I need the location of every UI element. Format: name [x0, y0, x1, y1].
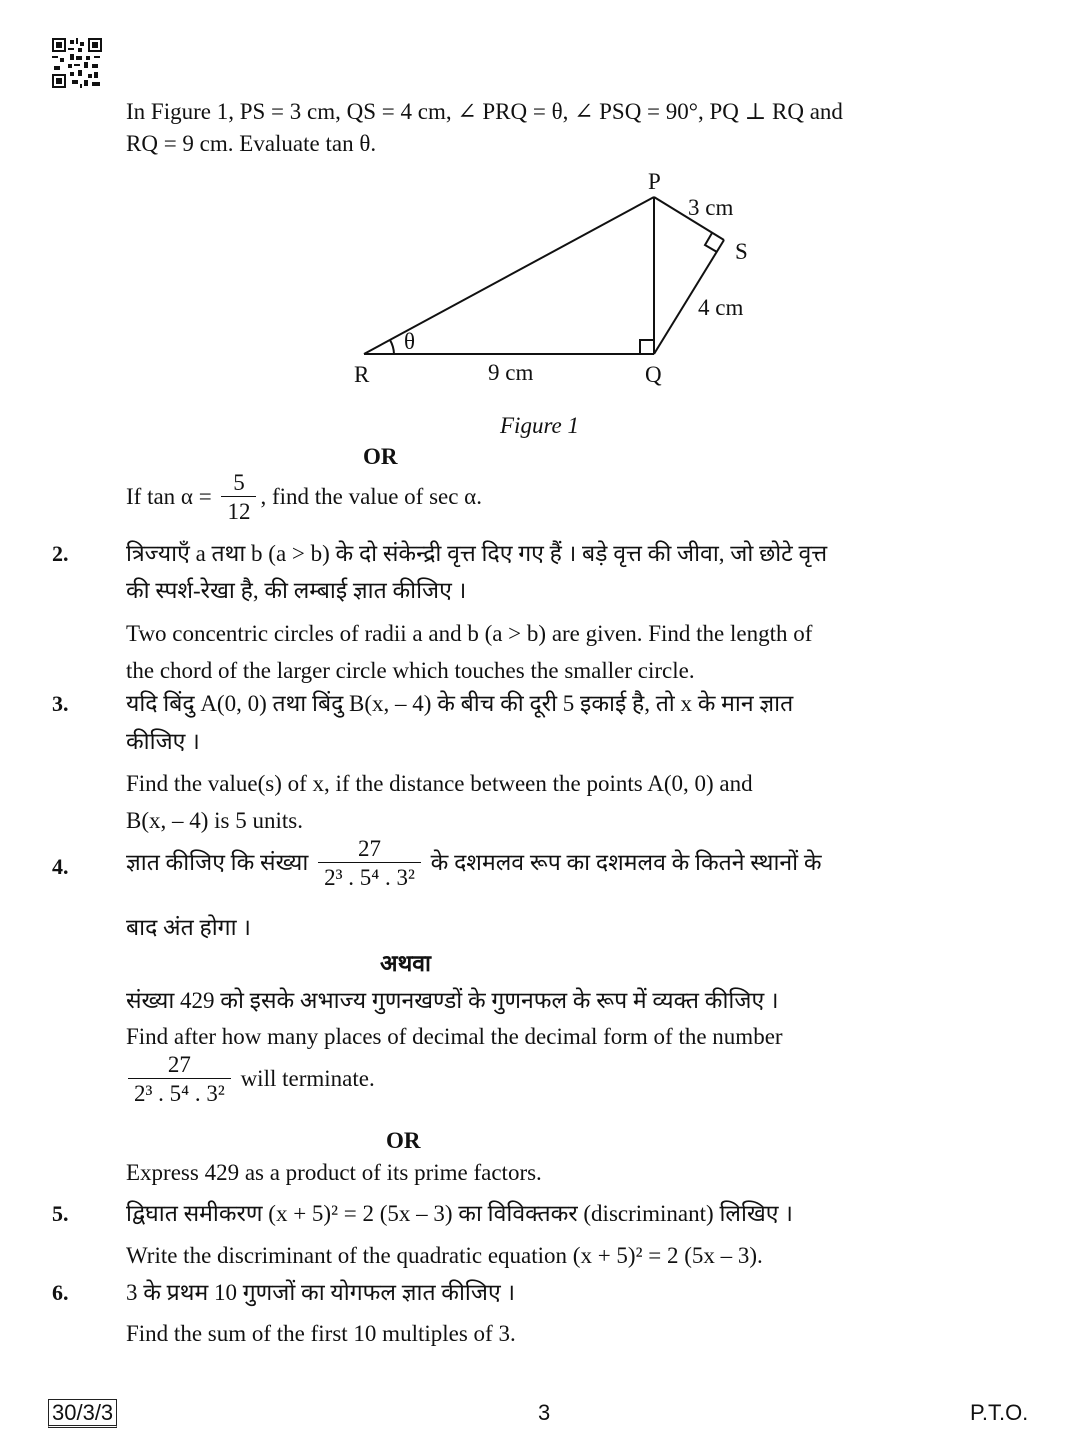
- q6-hindi-line: 3 के प्रथम 10 गुणजों का योगफल ज्ञात कीजिए ।: [126, 1280, 516, 1305]
- question-number-6: 6.: [52, 1280, 69, 1305]
- q3-english-line-1: Find the value(s) of x, if the distance between the points A(0, 0) and: [126, 771, 753, 796]
- q5-english-line: Write the discriminant of the quadratic equation (x + 5)² = 2 (5x – 3).: [126, 1243, 763, 1268]
- or-separator-2: OR: [386, 1128, 421, 1153]
- label-q: Q: [645, 362, 662, 387]
- right-angle-q: [640, 340, 654, 354]
- label-theta: θ: [404, 329, 416, 354]
- q2-english-line-1: Two concentric circles of radii a and b (a > b) are given. Find the length of: [126, 621, 813, 646]
- fraction-27-over-powers: [318, 836, 421, 893]
- paper-code: 30/3/3: [48, 1399, 117, 1428]
- q4-hindi-alternative: संख्या 429 को इसके अभाज्य गुणनखण्डों के गुणनफल के रूप में व्यक्त कीजिए ।: [126, 988, 779, 1013]
- label-s: S: [735, 239, 748, 264]
- tan-alt-question: [126, 470, 482, 527]
- q4-hindi-prefix: ज्ञात कीजिए कि संख्या: [126, 849, 309, 875]
- fraction-numerator: 27: [128, 1052, 231, 1079]
- pto-label: P.T.O.: [970, 1400, 1029, 1425]
- fraction-denominator: 2³ . 5⁴ . 3²: [134, 1081, 225, 1106]
- q3-hindi-line-1: यदि बिंदु A(0, 0) तथा बिंदु B(x, – 4) के बीच की दूरी 5 इकाई है, तो x के मान ज्ञात: [126, 691, 794, 716]
- q2-hindi-line-2: की स्पर्श-रेखा है, की लम्बाई ज्ञात कीजिए ।: [126, 578, 467, 603]
- q3-hindi-line-2: कीजिए ।: [126, 729, 200, 754]
- q4-english-suffix: will terminate.: [240, 1065, 375, 1091]
- tan-alt-prefix: If tan α =: [126, 483, 212, 509]
- athva-separator: अथवा: [380, 951, 432, 976]
- q4-hindi-line-2: बाद अंत होगा ।: [126, 915, 252, 940]
- label-r: R: [354, 362, 370, 387]
- q4-hindi-suffix: के दशमलव रूप का दशमलव के कितने स्थानों के: [430, 849, 822, 875]
- fraction-numerator: 5: [221, 470, 256, 497]
- q4-english-line-1: Find after how many places of decimal the decimal form of the number: [126, 1024, 783, 1049]
- tan-alt-suffix: , find the value of sec α.: [260, 483, 482, 509]
- q2-english-line-2: the chord of the larger circle which touches the smaller circle.: [126, 658, 695, 683]
- or-separator-1: OR: [363, 444, 398, 469]
- label-p: P: [648, 169, 661, 194]
- q4-hindi-line-1: [126, 836, 822, 893]
- q2-hindi-line-1: त्रिज्याएँ a तथा b (a > b) के दो संकेन्द्री वृत्त दिए गए हैं । बड़े वृत्त की जीवा, जो छोटे वृत्त: [126, 541, 828, 566]
- fraction-numerator: 27: [318, 836, 421, 863]
- right-angle-s: [705, 233, 717, 252]
- label-rq-length: 9 cm: [488, 360, 534, 385]
- q4-english-line-2: [124, 1052, 375, 1109]
- question-number-2: 2.: [52, 541, 69, 566]
- fraction-5-12: [221, 470, 256, 527]
- q5-hindi-line: द्विघात समीकरण (x + 5)² = 2 (5x – 3) का विविक्तकर (discriminant) लिखिए ।: [126, 1201, 793, 1226]
- qr-code-icon: [52, 38, 102, 88]
- figure-caption: Figure 1: [500, 413, 579, 438]
- label-qs-length: 4 cm: [698, 295, 744, 320]
- question-number-3: 3.: [52, 691, 69, 716]
- paper-code-box: [48, 1400, 117, 1426]
- intro-line-1: In Figure 1, PS = 3 cm, QS = 4 cm, ∠ PRQ = θ, ∠ PSQ = 90°, PQ ⊥ RQ and: [126, 99, 843, 124]
- label-ps-length: 3 cm: [688, 195, 734, 220]
- fraction-denominator: 2³ . 5⁴ . 3²: [324, 865, 415, 890]
- fraction-denominator: 12: [227, 499, 251, 524]
- q6-english-line: Find the sum of the first 10 multiples of 3.: [126, 1321, 516, 1346]
- angle-theta-arc: [390, 340, 394, 354]
- intro-line-2: RQ = 9 cm. Evaluate tan θ.: [126, 131, 377, 156]
- q3-english-line-2: B(x, – 4) is 5 units.: [126, 808, 303, 833]
- q4-english-alternative: Express 429 as a product of its prime factors.: [126, 1160, 542, 1185]
- fraction-27-over-powers-en: [128, 1052, 231, 1109]
- question-number-5: 5.: [52, 1201, 69, 1226]
- page-number: 3: [538, 1400, 551, 1425]
- question-number-4: 4.: [52, 854, 69, 879]
